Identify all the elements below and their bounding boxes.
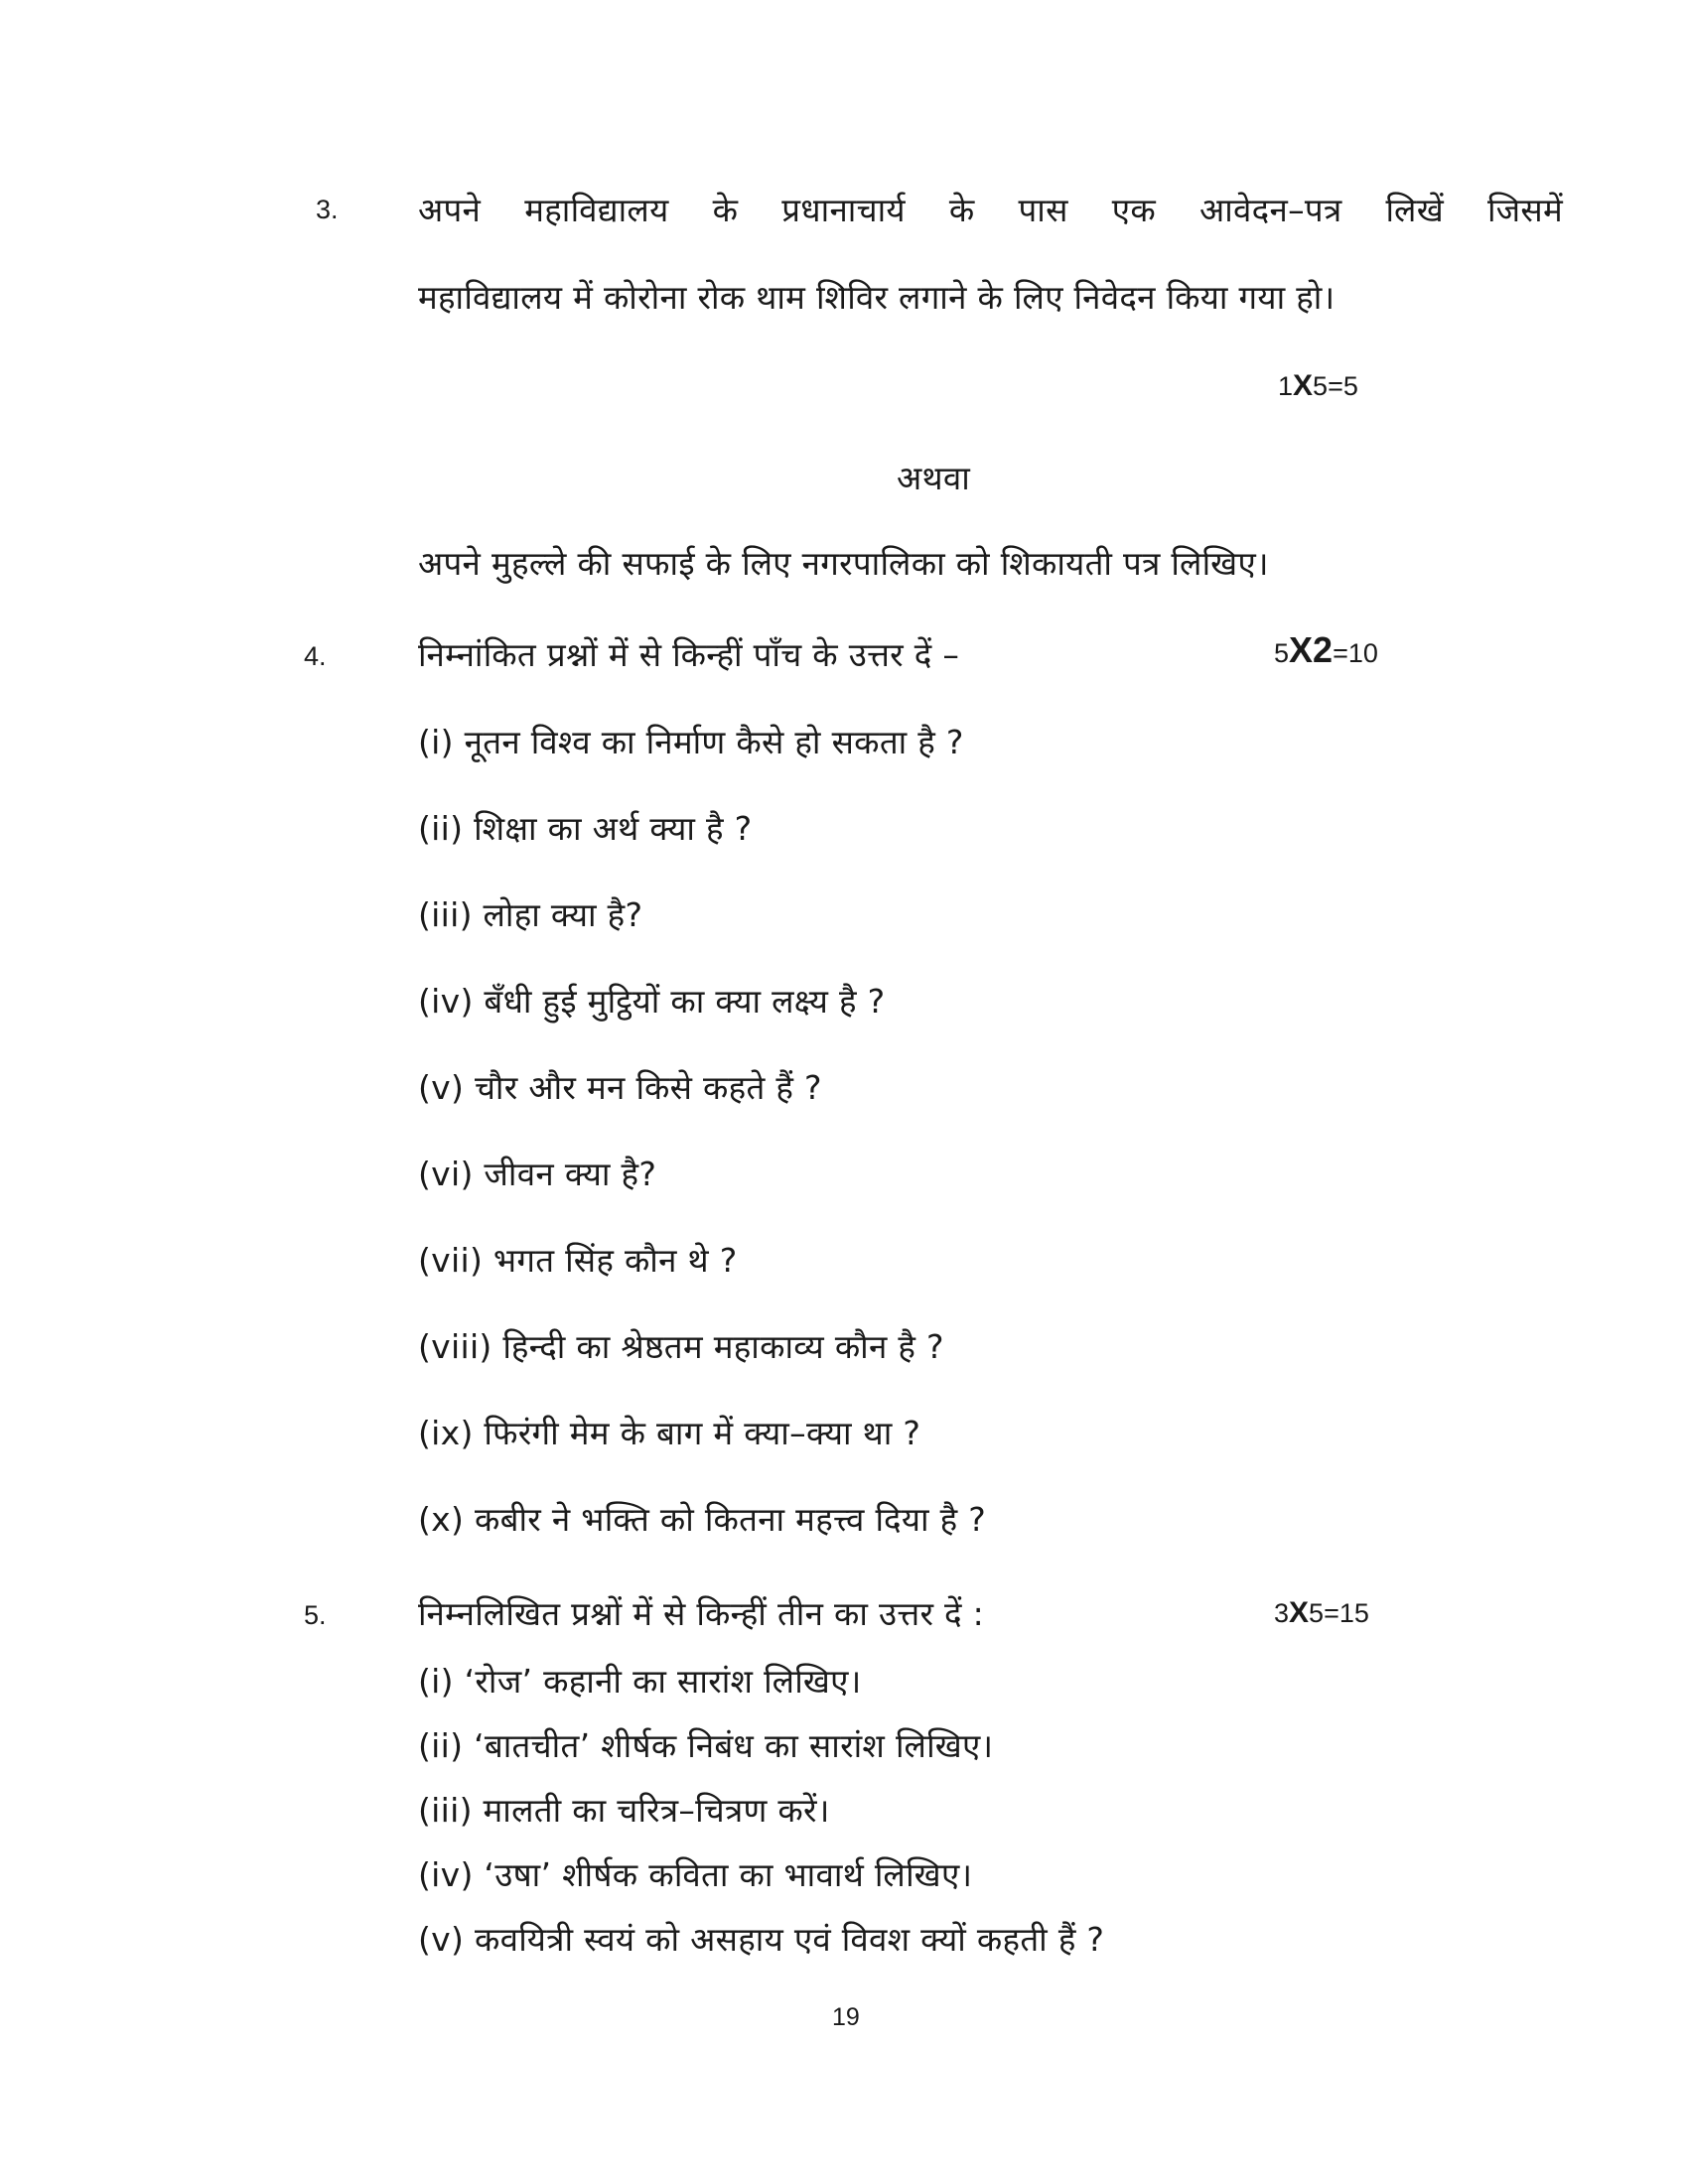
- question-4-item: (i) नूतन विश्व का निर्माण कैसे हो सकता है ?: [418, 723, 964, 761]
- question-4-item: (v) चौर और मन किसे कहते हैं ?: [418, 1068, 822, 1107]
- question-3-alternative: अपने मुहल्ले की सफाई के लिए नगरपालिका को शिकायती पत्र लिखिए।: [418, 544, 1269, 583]
- question-4-item: (iii) लोहा क्या है?: [418, 895, 643, 934]
- q3-word: आवेदन–पत्र: [1198, 191, 1342, 229]
- q3-word: पास: [1018, 191, 1068, 229]
- question-5-heading: निम्नलिखित प्रश्नों में से किन्हीं तीन का उत्तर दें :: [418, 1594, 985, 1633]
- or-label: अथवा: [897, 459, 971, 497]
- q3-word: के: [948, 191, 975, 229]
- q3-word: अपने: [418, 191, 482, 229]
- question-4-number: 4.: [304, 641, 327, 671]
- q3-word: महाविद्यालय: [524, 191, 669, 229]
- q3-word: प्रधानाचार्य: [781, 191, 906, 229]
- question-5-number: 5.: [304, 1600, 327, 1630]
- question-5-item: (v) कवयित्री स्वयं को असहाय एवं विवश क्यों कहती हैं ?: [418, 1920, 1105, 1959]
- question-4-item: (x) कबीर ने भक्ति को कितना महत्त्व दिया है ?: [418, 1500, 987, 1539]
- q3-word: जिसमें: [1487, 191, 1563, 229]
- question-3-number: 3.: [316, 195, 339, 224]
- q3-word: लिखें: [1385, 191, 1444, 229]
- question-4-heading: निम्नांकित प्रश्नों में से किन्हीं पाँच के उत्तर दें –: [418, 635, 960, 674]
- question-4-marks: 5X2=10: [1274, 629, 1378, 670]
- question-4-item: (vii) भगत सिंह कौन थे ?: [418, 1241, 738, 1280]
- question-5-item: (i) ‘रोज’ कहानी का सारांश लिखिए।: [418, 1662, 862, 1701]
- question-4-item: (ix) फिरंगी मेम के बाग में क्या–क्या था ?: [418, 1414, 921, 1452]
- question-5-item: (iv) ‘उषा’ शीर्षक कविता का भावार्थ लिखिए।: [418, 1855, 973, 1894]
- question-4-item: (viii) हिन्दी का श्रेष्ठतम महाकाव्य कौन है ?: [418, 1327, 944, 1366]
- question-5-item: (iii) मालती का चरित्र–चित्रण करें।: [418, 1791, 830, 1830]
- question-3-line-2: महाविद्यालय में कोरोना रोक थाम शिविर लगाने के लिए निवेदन किया गया हो।: [418, 278, 1336, 317]
- q3-word: के: [712, 191, 739, 229]
- question-5-item: (ii) ‘बातचीत’ शीर्षक निबंध का सारांश लिखिए।: [418, 1726, 994, 1765]
- question-3-marks: 1X5=5: [1278, 369, 1358, 402]
- page-number: 19: [832, 2003, 860, 2031]
- question-5-marks: 3X5=15: [1274, 1596, 1369, 1629]
- question-4-item: (vi) जीवन क्या है?: [418, 1155, 657, 1193]
- question-3-line-1: [418, 187, 1563, 231]
- q3-word: एक: [1111, 191, 1156, 229]
- question-4-item: (iv) बँधी हुई मुट्ठियों का क्या लक्ष्य है ?: [418, 982, 886, 1021]
- question-4-item: (ii) शिक्षा का अर्थ क्या है ?: [418, 809, 753, 848]
